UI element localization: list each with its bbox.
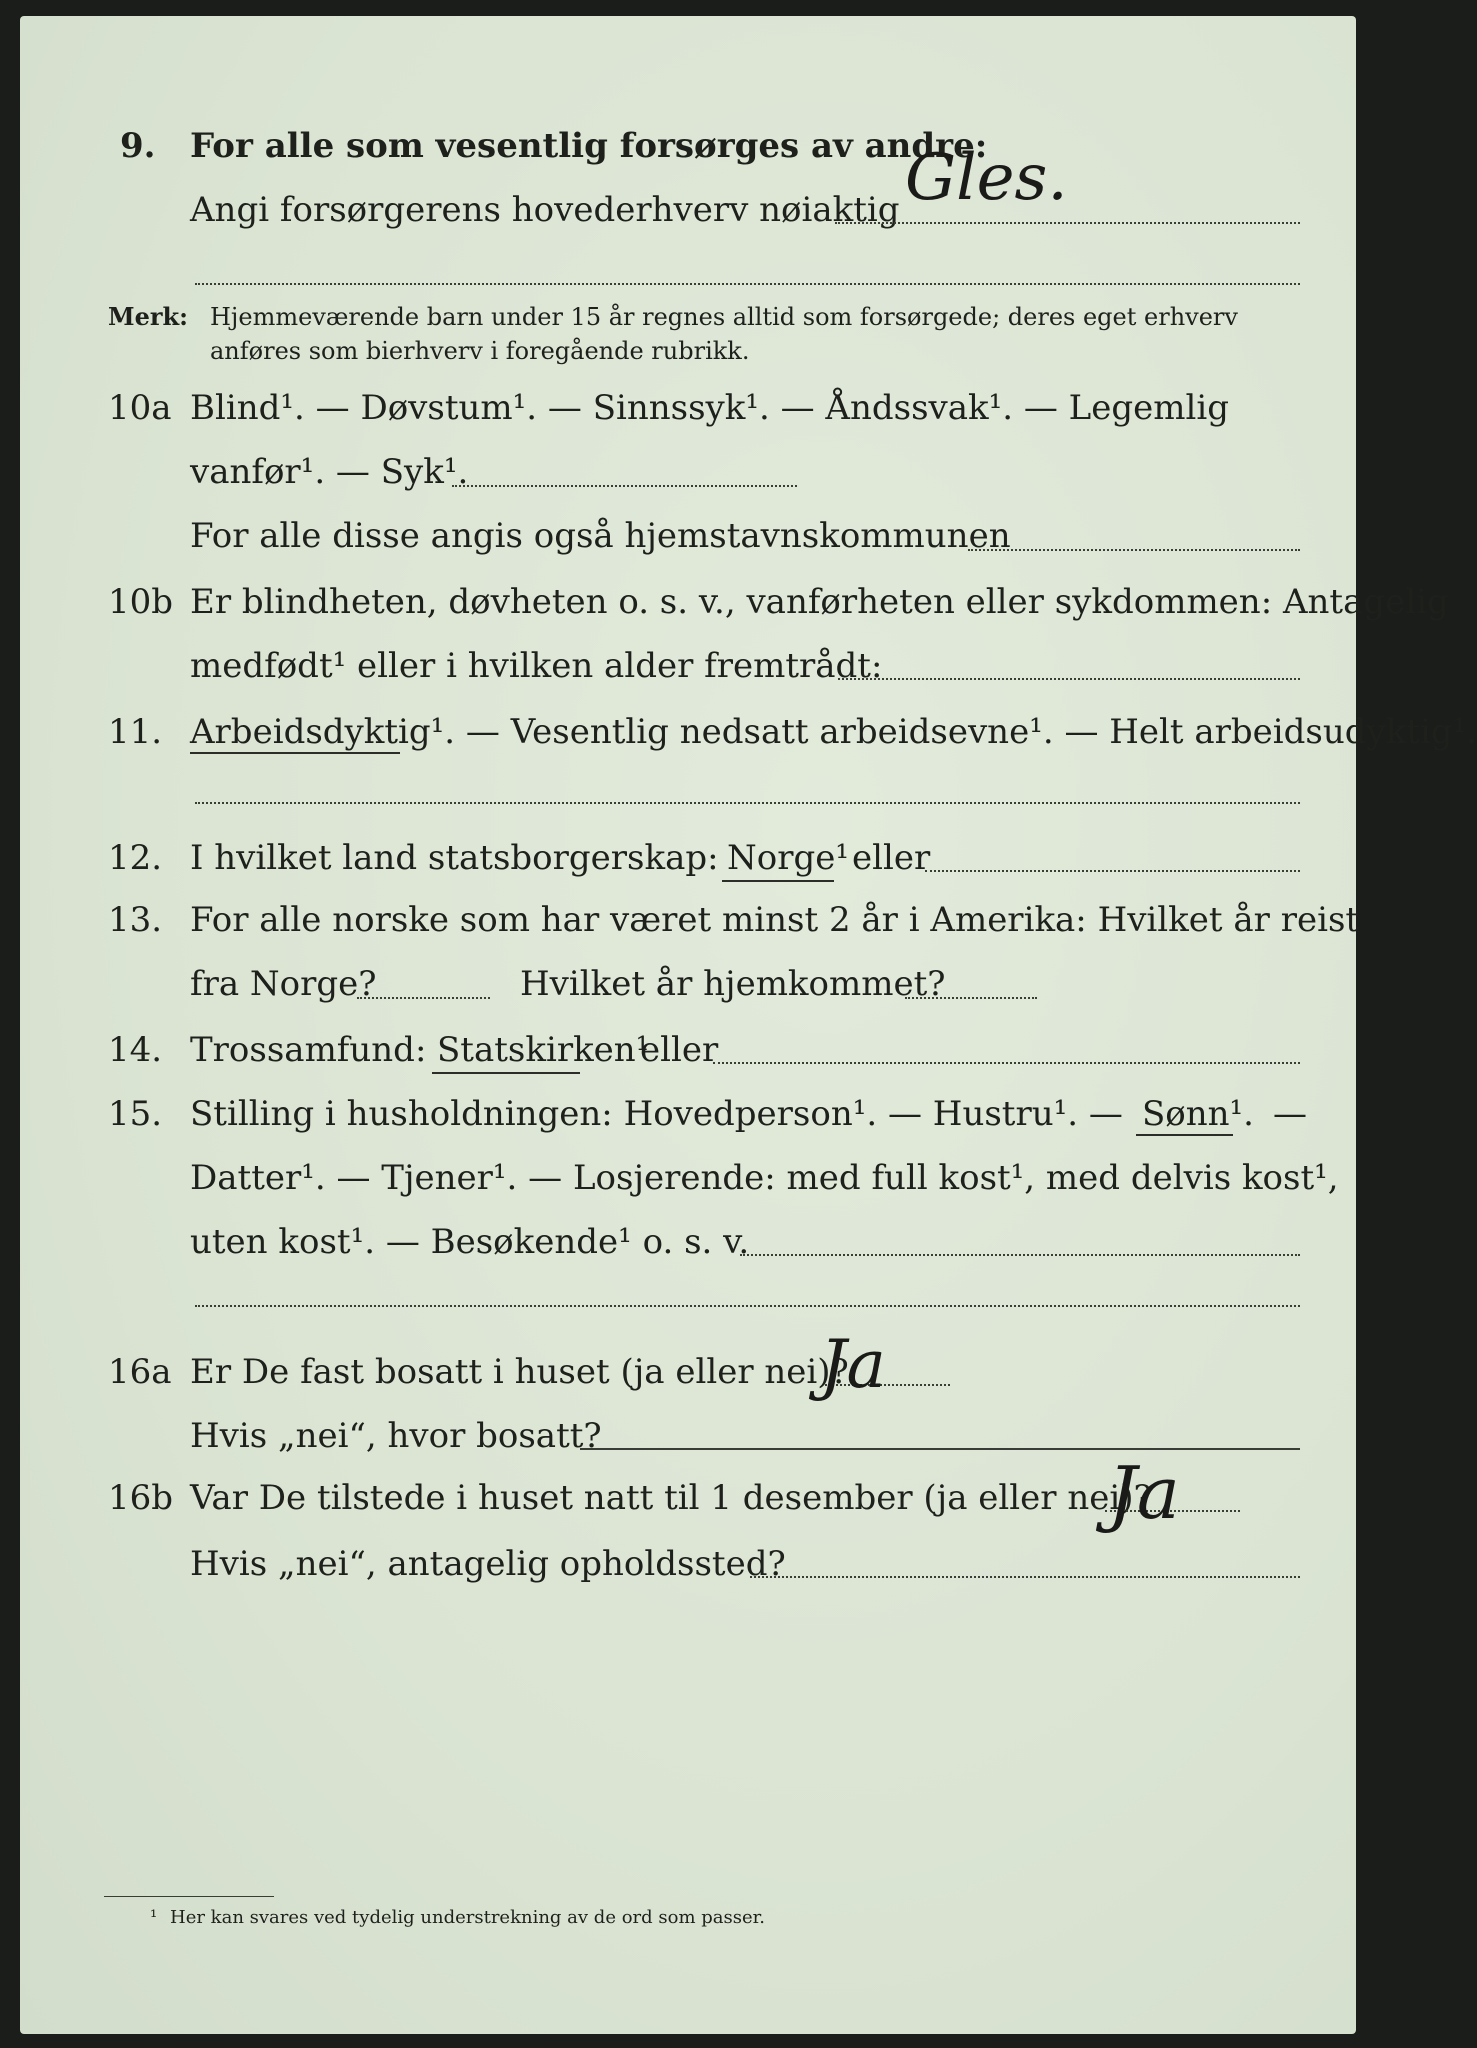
q15-option-sonn[interactable]: Sønn¹. <box>1142 1094 1254 1134</box>
footnote-text: Her kan svares ved tydelig understrekning av de ord som passer. <box>170 1907 765 1928</box>
q12-underline-mark <box>722 880 834 882</box>
q13-reist-label: fra Norge? <box>190 964 377 1004</box>
q13-line-1: For alle norske som har været minst 2 år i Amerika: Hvilket år reist <box>190 900 1360 940</box>
q10a-line-2: vanfør¹. — Syk¹. <box>190 452 469 492</box>
q13-number: 13. <box>108 900 163 940</box>
footnote-marker: ¹ <box>150 1907 158 1928</box>
q10b-line-2: medfødt¹ eller i hvilken alder fremtrådt: <box>190 646 883 686</box>
q14-tail: eller <box>640 1030 719 1070</box>
q9-label: Angi forsørgerens hovederhverv nøiaktig <box>190 190 900 230</box>
q13-hjemkommet-label: Hvilket år hjemkommet? <box>520 964 946 1004</box>
q10a-line-3: For alle disse angis også hjemstavnskommunen <box>190 516 1011 556</box>
q10a-syk-line <box>452 485 797 487</box>
q14-answer-line <box>713 1062 1300 1064</box>
q16a-line-2: Hvis „nei“, hvor bosatt? <box>190 1416 602 1456</box>
q15-number: 15. <box>108 1094 163 1134</box>
q15-line-2: Datter¹. — Tjener¹. — Losjerende: med full kost¹, med delvis kost¹, <box>190 1158 1339 1198</box>
q11-extra-line <box>195 802 1300 804</box>
q9-extra-line <box>195 283 1300 285</box>
q9-number: 9. <box>120 126 156 166</box>
q11-other-options: — Vesentlig nedsatt arbeidsevne¹. — Helt arbeidsudyktig¹. <box>455 712 1477 752</box>
q14-underline-mark <box>432 1072 580 1074</box>
q16a-handwritten-answer: Ja <box>820 1326 886 1403</box>
q9-handwritten-answer: Gles. <box>905 141 1068 215</box>
q13-reist-line <box>357 997 490 999</box>
q12-number: 12. <box>108 838 163 878</box>
q9-answer-line <box>835 222 1300 224</box>
q11-option-arbeidsdyktig[interactable]: Arbeidsdyktig¹. <box>190 712 456 752</box>
q15-line-1: Stilling i husholdningen: Hovedperson¹. — Hustru¹. — <box>190 1094 1123 1134</box>
q11-options <box>190 712 1477 752</box>
q16a-line-1: Er De fast bosatt i huset (ja eller nei)? <box>190 1352 849 1392</box>
merk-label: Merk: <box>108 302 188 331</box>
q10b-line-1: Er blindheten, døvheten o. s. v., vanførheten eller sykdommen: Antagelig <box>190 582 1449 622</box>
q14-option-statskirken[interactable]: Statskirken¹ <box>437 1030 650 1070</box>
q10a-hjemstavn-line <box>968 549 1300 551</box>
q11-number: 11. <box>108 712 163 752</box>
q12-label: I hvilket land statsborgerskap: <box>190 838 719 878</box>
q10a-number: 10a <box>108 388 172 428</box>
q16a-number: 16a <box>108 1352 172 1392</box>
q13-hjemkommet-line <box>905 997 1037 999</box>
q10b-number: 10b <box>108 582 174 622</box>
q16b-line-1: Var De tilstede i huset natt til 1 desember (ja eller nei)? <box>190 1478 1152 1518</box>
q15-extra-line <box>195 1305 1300 1307</box>
q15-dash: — <box>1273 1094 1307 1134</box>
footnote-rule <box>104 1896 274 1897</box>
q14-number: 14. <box>108 1030 163 1070</box>
q10a-line-1: Blind¹. — Døvstum¹. — Sinnssyk¹. — Åndssvak¹. — Legemlig <box>190 388 1229 428</box>
q10b-answer-line <box>838 678 1300 680</box>
q9-heading: For alle som vesentlig forsørges av andre: <box>190 126 988 166</box>
merk-line-2: anføres som bierhverv i foregående rubrikk. <box>210 337 750 365</box>
q16b-number: 16b <box>108 1478 174 1518</box>
q12-option-norge[interactable]: Norge¹ <box>727 838 849 878</box>
q11-underline-mark <box>190 752 400 754</box>
merk-line-1: Hjemmeværende barn under 15 år regnes alltid som forsørgede; deres eget erhverv <box>210 303 1238 331</box>
q16a-bosatt-line <box>580 1448 1300 1450</box>
q16b-opholdssted-line <box>750 1576 1300 1578</box>
q14-label: Trossamfund: <box>190 1030 427 1070</box>
q16b-line-2: Hvis „nei“, antagelig opholdssted? <box>190 1544 786 1584</box>
q15-answer-line <box>740 1254 1300 1256</box>
q15-line-3: uten kost¹. — Besøkende¹ o. s. v. <box>190 1222 750 1262</box>
q12-tail: eller <box>852 838 931 878</box>
q16b-handwritten-answer: Ja <box>1108 1451 1180 1535</box>
q12-answer-line <box>925 870 1300 872</box>
q15-underline-mark <box>1136 1134 1233 1136</box>
